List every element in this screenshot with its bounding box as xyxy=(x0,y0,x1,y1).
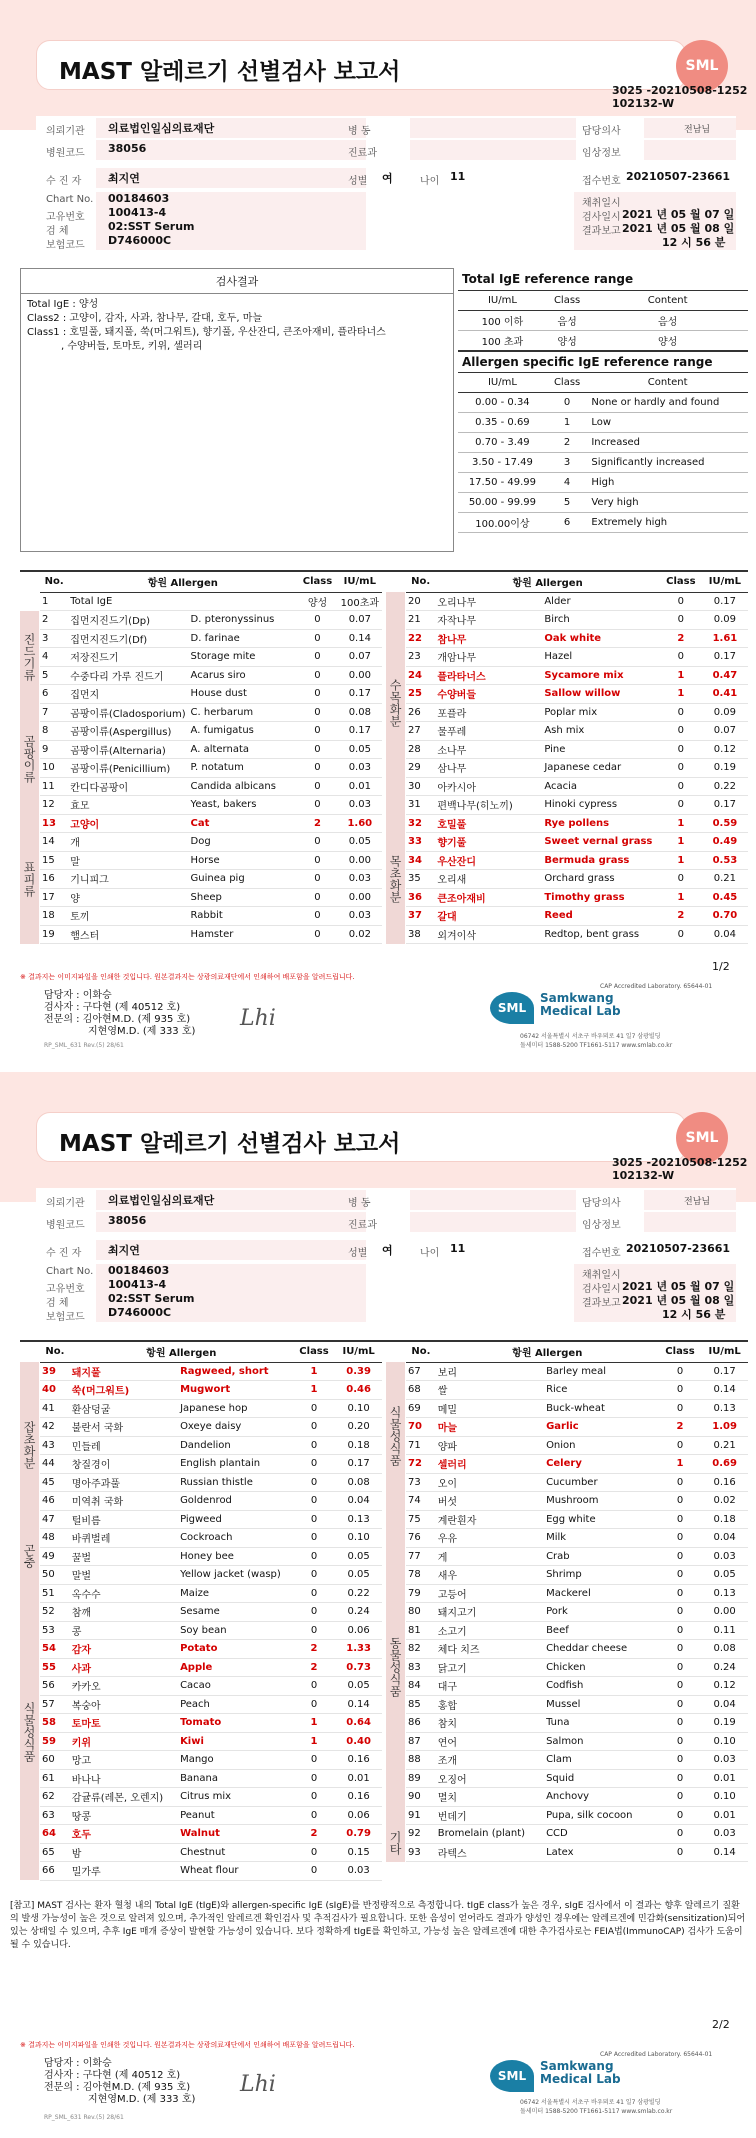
allergen-row: 47 털비름 Pigweed 0 0.13 xyxy=(40,1510,382,1529)
allergen-row: 36 큰조아재비 Timothy grass 1 0.45 xyxy=(406,888,748,907)
allergen-row: 82 체다 치즈 Cheddar cheese 0 0.08 xyxy=(406,1640,748,1659)
allergen-row: 20 오리나무 Alder 0 0.17 xyxy=(406,592,748,611)
allergen-row: 62 감귤류(레몬, 오렌지) Citrus mix 0 0.16 xyxy=(40,1788,382,1807)
allergen-row: 88 조개 Clam 0 0.03 xyxy=(406,1751,748,1770)
allergen-row: 19 햄스터 Hamster 0 0.02 xyxy=(40,925,382,944)
allergen-row: 23 개암나무 Hazel 0 0.17 xyxy=(406,648,748,667)
allergen-row: 57 복숭아 Peach 0 0.14 xyxy=(40,1695,382,1714)
allergen-row: 15 말 Horse 0 0.00 xyxy=(40,851,382,870)
category-label: 표피류 xyxy=(20,814,40,944)
allergen-row: 14 개 Dog 0 0.05 xyxy=(40,833,382,852)
allergen-row: 29 삼나무 Japanese cedar 0 0.19 xyxy=(406,759,748,778)
page-number: 2/2 xyxy=(712,2018,730,2031)
allergen-row: 24 플라타너스 Sycamore mix 1 0.47 xyxy=(406,666,748,685)
allergen-row: 30 아카시아 Acacia 0 0.22 xyxy=(406,777,748,796)
allergen-row: 72 셀러리 Celery 1 0.69 xyxy=(406,1455,748,1474)
allergen-row: 77 게 Crab 0 0.03 xyxy=(406,1547,748,1566)
sml-company-logo-icon: SML xyxy=(490,2060,534,2092)
allergen-row: 35 오리새 Orchard grass 0 0.21 xyxy=(406,870,748,889)
report-number: 3025 -20210508-1252 102132-W xyxy=(612,1156,748,1182)
category-label: 목초화분 xyxy=(386,814,406,944)
reference-row: 17.50 - 49.99 4 High xyxy=(458,473,748,493)
category-label: 곰팡이류 xyxy=(20,703,40,814)
institution: 의료법인일심의료재단 xyxy=(108,122,215,135)
allergen-row: 4 저장진드기 Storage mite 0 0.07 xyxy=(40,648,382,667)
allergen-row: 61 바나나 Banana 0 0.01 xyxy=(40,1769,382,1788)
title-box xyxy=(36,40,686,90)
allergen-row: 13 고양이 Cat 2 1.60 xyxy=(40,814,382,833)
allergen-row: 85 홍합 Mussel 0 0.04 xyxy=(406,1695,748,1714)
allergen-table-page1: No. 항원 Allergen Class IU/mL 1 Total IgE 양성 100초과 2 집먼지진드기(Dp) D. pteronyssinus 0 0.07 3 집먼지진드기(Df) D. farinae 0 0.14 4 저장진드기 Storage mite 0 0.07 5 수중다리 가루 진드기 Acarus siro 0 0.00 6 집먼지 House dust 0 0.17 7 곰팡이류(Cladosporium) C. herbarum 0 0.08 8 곰팡이류(Aspergillus) A. fumigatus 0 0.17 9 곰팡이류(Alternaria) A. alternata 0 0.05 10 곰팡이류(Penicillium) P. notatum 0 0.03 11 칸디다곰팡이 Candida albicans 0 0.01 12 효모 Yeast, bakers 0 0.03 13 고양이 Cat 2 1.60 14 개 Dog 0 0.05 15 말 Horse 0 0.00 16 기니피그 Guinea pig 0 0.03 17 양 Sheep 0 0.00 18 토끼 Rabbit 0 0.03 19 햄스터 Hamster 0 0.02 진드기류 곰팡이류 표피류 No. 항원 Allergen Class IU/mL 20 오리나무 Alder 0 0.17 21 자작나무 Birch 0 0.09 22 참나무 Oak white 2 1.61 23 개암나무 Hazel 0 0.17 24 플라타너스 Sycamore mix 1 0.47 25 수양버들 Sallow willow 1 0.41 26 포플라 Poplar mix 0 0.09 27 물푸레 Ash mix 0 0.07 28 소나무 Pine 0 0.12 29 삼나무 Japanese cedar 0 0.19 30 아카시아 Acacia 0 0.22 31 편백나무(히노끼) Hinoki cypress 0 0.17 32 호밀풀 Rye pollens 1 0.59 33 향기풀 Sweet vernal grass 1 0.49 34 우산잔디 Bermuda grass 1 0.53 35 오리새 Orchard grass 0 0.21 36 큰조아재비 Timothy grass 1 0.45 37 갈대 Reed 2 0.70 38 외겨이삭 Redtop, bent grass 0 0.04 수목화분 목초화분 xyxy=(20,570,748,942)
allergen-row: 52 참깨 Sesame 0 0.24 xyxy=(40,1603,382,1622)
allergen-row: 80 돼지고기 Pork 0 0.00 xyxy=(406,1603,748,1622)
allergen-row: 56 카카오 Cacao 0 0.05 xyxy=(40,1677,382,1696)
allergen-row: 65 밤 Chestnut 0 0.15 xyxy=(40,1843,382,1862)
allergen-row: 75 계란흰자 Egg white 0 0.18 xyxy=(406,1510,748,1529)
allergen-row: 55 사과 Apple 2 0.73 xyxy=(40,1658,382,1677)
allergen-row: 33 향기풀 Sweet vernal grass 1 0.49 xyxy=(406,833,748,852)
sml-logo-icon: SML xyxy=(676,1112,728,1164)
patient-name: 최지연 xyxy=(108,172,140,185)
title-box xyxy=(36,1112,686,1162)
allergen-row: 84 대구 Codfish 0 0.12 xyxy=(406,1677,748,1696)
category-label: 진드기류 xyxy=(20,611,40,704)
signature: Lhi xyxy=(240,1006,276,1031)
allergen-row: 8 곰팡이류(Aspergillus) A. fumigatus 0 0.17 xyxy=(40,722,382,741)
allergen-row: 69 메밀 Buck-wheat 0 0.13 xyxy=(406,1399,748,1418)
report-title: MAST 알레르기 선별검사 보고서 xyxy=(59,1131,401,1157)
allergen-row: 25 수양버들 Sallow willow 1 0.41 xyxy=(406,685,748,704)
category-label: 동물성식품 xyxy=(386,1510,406,1825)
category-label: 잡초화분 xyxy=(20,1362,40,1529)
allergen-row: 66 밀가루 Wheat flour 0 0.03 xyxy=(40,1862,382,1881)
allergen-row: 51 옥수수 Maize 0 0.22 xyxy=(40,1584,382,1603)
page-number: 1/2 xyxy=(712,960,730,973)
header-band xyxy=(0,1072,756,1202)
allergen-row: 22 참나무 Oak white 2 1.61 xyxy=(406,629,748,648)
allergen-row: 26 포플라 Poplar mix 0 0.09 xyxy=(406,703,748,722)
reference-note: [참고] MAST 검사는 환자 혈청 내의 Total IgE (tIgE)와 allergen-specific IgE (sIgE)를 반정량적으로 측정합니다. tIgE class가 높은 경우, sIgE 검사에서 이 결과는 향후 알레르기 질환의 발생 가능성이 높은 것으로 알려져 있으며, 추가적인 알레르겐 확인검사 및 추적검사가 필요합니다. 또한 음성이 얻어라도 결과가 양성인 경우에는 알레르겐에 민감화(sensitization)되어 있는 상태일 수 있으며, 추후 IgE 매개 증상이 발현할 가능성이 있습니다. 보다 정확하게 tIgE를 확인하고, 가능성 높은 알레르겐에 대한 추가검사로는 FEIA법(ImmunoCAP) 검사가 도움이 될 수 있습니다. xyxy=(10,1901,746,1950)
allergen-row: 46 미역취 국화 Goldenrod 0 0.04 xyxy=(40,1492,382,1511)
allergen-row: 41 환삼덩굴 Japanese hop 0 0.10 xyxy=(40,1399,382,1418)
allergen-row: 28 소나무 Pine 0 0.12 xyxy=(406,740,748,759)
allergen-row: 21 자작나무 Birch 0 0.09 xyxy=(406,611,748,630)
allergen-row: 93 라텍스 Latex 0 0.14 xyxy=(406,1843,748,1862)
allergen-row: 11 칸디다곰팡이 Candida albicans 0 0.01 xyxy=(40,777,382,796)
reference-row: 0.35 - 0.69 1 Low xyxy=(458,413,748,433)
reference-row: 50.00 - 99.99 5 Very high xyxy=(458,493,748,513)
allergen-row: 38 외겨이삭 Redtop, bent grass 0 0.04 xyxy=(406,925,748,944)
allergen-row: 87 연어 Salmon 0 0.10 xyxy=(406,1732,748,1751)
allergen-row: 63 땅콩 Peanut 0 0.06 xyxy=(40,1806,382,1825)
allergen-row: 73 오이 Cucumber 0 0.16 xyxy=(406,1473,748,1492)
allergen-row: 34 우산잔디 Bermuda grass 1 0.53 xyxy=(406,851,748,870)
allergen-row: 54 감자 Potato 2 1.33 xyxy=(40,1640,382,1659)
header-band xyxy=(0,0,756,130)
patient-info: 의뢰기관 의료법인일심의료재단 병 동 담당의사 전남님 병원코드 38056 진료과 임상정보 수 진 자 최지연 성별 여 나이 11 접수번호 20210507-23661 Chart No. 00184603 고유번호 100413-4 검 체 02:SST Serum 보험코드 D746000C 채취일시 검사일시 2021 년 05 월 07 일 결과보고 2021 년 05 월 08 일 12 시 56 분 xyxy=(36,116,736,250)
allergen-row: 10 곰팡이류(Penicillium) P. notatum 0 0.03 xyxy=(40,759,382,778)
allergen-row: 3 집먼지진드기(Df) D. farinae 0 0.14 xyxy=(40,629,382,648)
allergen-row: 83 닭고기 Chicken 0 0.24 xyxy=(406,1658,748,1677)
allergen-row: 2 집먼지진드기(Dp) D. pteronyssinus 0 0.07 xyxy=(40,611,382,630)
allergen-row: 5 수중다리 가루 진드기 Acarus siro 0 0.00 xyxy=(40,666,382,685)
allergen-row: 59 키위 Kiwi 1 0.40 xyxy=(40,1732,382,1751)
receipt-number: 20210507-23661 xyxy=(626,170,731,183)
allergen-table-page2: No. 항원 Allergen Class IU/mL 39 돼지풀 Ragweed, short 1 0.39 40 쑥(머그워트) Mugwort 1 0.46 41 환삼덩굴 Japanese hop 0 0.10 42 불란서 국화 Oxeye daisy 0 0.20 43 민들레 Dandelion 0 0.18 44 창질경이 English plantain 0 0.17 45 명아주과풀 Russian thistle 0 0.08 46 미역취 국화 Goldenrod 0 0.04 47 털비름 Pigweed 0 0.13 48 바퀴벌레 Cockroach 0 0.10 49 꿀벌 Honey bee 0 0.05 50 말벌 Yellow jacket (wasp) 0 0.05 51 옥수수 Maize 0 0.22 52 참깨 Sesame 0 0.24 53 콩 Soy bean 0 0.06 54 감자 Potato 2 1.33 55 사과 Apple 2 0.73 56 카카오 Cacao 0 0.05 57 복숭아 Peach 0 0.14 58 토마토 Tomato 1 0.64 59 키위 Kiwi 1 0.40 60 망고 Mango 0 0.16 61 바나나 Banana 0 0.01 62 감귤류(레몬, 오렌지) Citrus mix 0 0.16 63 땅콩 Peanut 0 0.06 64 호두 Walnut 2 0.79 65 밤 Chestnut 0 0.15 66 밀가루 Wheat flour 0 0.03 잡초화분 곤충 식물성식품 No. 항원 Allergen Class IU/mL 67 보리 Barley meal 0 0.17 68 쌀 Rice 0 0.14 69 메밀 Buck-wheat 0 0.13 70 마늘 Garlic 2 1.09 71 양파 Onion 0 0.21 72 셀러리 Celery 1 0.69 73 오이 Cucumber 0 0.16 74 버섯 Mushroom 0 0.02 75 계란흰자 Egg white 0 0.18 76 우유 Milk 0 0.04 77 게 Crab 0 0.03 78 새우 Shrimp 0 0.05 79 고등어 Mackerel 0 0.13 80 돼지고기 Pork 0 0.00 81 소고기 Beef 0 0.11 82 체다 치즈 Cheddar cheese 0 0.08 83 닭고기 Chicken 0 0.24 84 대구 Codfish 0 0.12 85 홍합 Mussel 0 0.04 86 참치 Tuna 0 0.19 87 연어 Salmon 0 0.10 88 조개 Clam 0 0.03 89 오징어 Squid 0 0.01 90 멸치 Anchovy 0 0.10 91 번데기 Pupa, silk cocoon 0 0.01 92 Bromelain (plant) CCD 0 0.03 93 라텍스 Latex 0 0.14 식물성식품 동물성식품 기타 xyxy=(20,1340,748,1884)
sml-company-logo-icon: SML xyxy=(490,992,534,1024)
result-summary: 검사결과 Total IgE : 양성 Class2 : 고양이, 감자, 사과, 참나무, 갈대, 호두, 마늘 Class1 : 호밀풀, 돼지풀, 쑥(머그워트), 향기풀, 우산잔디, 큰조아재비, 플라타너스 , 수양버들, 토마토, 키위, 셀러리 xyxy=(20,268,454,552)
allergen-row: 27 물푸레 Ash mix 0 0.07 xyxy=(406,722,748,741)
allergen-row: 32 호밀풀 Rye pollens 1 0.59 xyxy=(406,814,748,833)
allergen-row: 49 꿀벌 Honey bee 0 0.05 xyxy=(40,1547,382,1566)
allergen-row: 18 토끼 Rabbit 0 0.03 xyxy=(40,907,382,926)
reference-row: 3.50 - 17.49 3 Significantly increased xyxy=(458,453,748,473)
report-page-2: MAST 알레르기 선별검사 보고서 SML 3025 -20210508-1252 102132-W 의뢰기관 의료법인일심의료재단 병 동 담당의사 전남님 병원코드 38056 진료과 임상정보 수 진 자 최지연 성별 여 나이 11 접수번호 20210507-23661 Chart No. 00184603 고유번호 100413-4 검 체 02:SST Serum 보험코드 D746000C 채취일시 검사일시 2021 년 05 월 07 일 결과보고 2021 년 05 월 08 일 12 시 56 분 No. 항원 Allergen Class IU/mL 39 돼지풀 Ragweed, short 1 0.39 40 쑥(머그워트) Mugwort 1 0.46 41 환삼덩굴 Japanese hop 0 0.10 42 불란서 국화 Oxeye daisy 0 0.20 43 민들레 Dandelion 0 0.18 44 창질경이 English plantain 0 0.17 45 명아주과풀 Russian thistle 0 0.08 46 미역취 국화 Goldenrod 0 0.04 47 털비름 Pigweed 0 0.13 48 바퀴벌레 Cockroach 0 0.10 49 꿀벌 Honey bee 0 0.05 50 말벌 Yellow jacket (wasp) 0 0.05 51 옥수수 Maize 0 0.22 52 참깨 Sesame 0 0.24 53 콩 Soy bean 0 0.06 54 감자 Potato 2 1.33 55 사과 Apple 2 0.73 56 카카오 Cacao 0 0.05 57 복숭아 Peach 0 0.14 58 토마토 Tomato 1 0.64 59 키위 Kiwi 1 0.40 60 망고 Mango 0 0.16 61 바나나 Banana 0 0.01 62 감귤류(레몬, 오렌지) Citrus mix 0 0.16 63 땅콩 Peanut 0 0.06 64 호두 Walnut 2 0.79 65 밤 Chestnut 0 0.15 66 밀가루 Wheat flour 0 0.03 잡초화분 곤충 식물성식품 No. 항원 Allergen Class IU/mL 67 보리 Barley meal 0 0.17 68 쌀 Rice 0 0.14 69 메밀 Buck-wheat 0 0.13 70 마늘 Garlic 2 1.09 71 양파 Onion 0 0.21 72 셀러리 Celery 1 0.69 73 오이 Cucumber 0 0.16 74 버섯 Mushroom 0 0.02 75 계란흰자 Egg white 0 0.18 76 우유 Milk 0 0.04 77 게 Crab 0 0.03 78 새우 Shrimp 0 0.05 79 고등어 Mackerel 0 0.13 80 돼지고기 Pork 0 0.00 81 소고기 Beef 0 0.11 82 체다 치즈 Cheddar cheese 0 0.08 83 닭고기 Chicken 0 0.24 84 대구 Codfish 0 0.12 85 홍합 Mussel 0 0.04 86 참치 Tuna 0 0.19 87 연어 Salmon 0 0.10 88 조개 Clam 0 0.03 89 오징어 Squid 0 0.01 90 멸치 Anchovy 0 0.10 91 번데기 Pupa, silk cocoon 0 0.01 92 Bromelain (plant) CCD 0 0.03 93 라텍스 Latex 0 0.14 식물성식품 동물성식품 기타 [참고] MAST 검사는 환자 혈청 내의 Total IgE (tIgE)와 allergen-specific IgE (sIgE)를 반정량적으로 측정합니다. tIgE class가 높은 경우, sIgE 검사에서 이 결과는 향후 알레르기 질환의 발생 가능성이 높은 것으로 알려져 있으며, 추가적인 알레르겐 확인검사 및 추적검사가 필요합니다. 또한 음성이 얻어라도 결과가 양성인 경우에는 알레르겐에 민감화(sensitization)되어 있는 상태일 수 있으며, 추후 IgE 매개 증상이 발현할 가능성이 있습니다. 보다 정확하게 tIgE를 확인하고, 가능성 높은 알레르겐에 대한 추가검사로는 FEIA법(ImmunoCAP) 검사가 도움이 될 수 있습니다. 2/2 ※ 결과지는 이미지파일을 인쇄한 것입니다. 원본결과지는 상광의료재단에서 인쇄하여 배포함을 알려드립니다. CAP Accredited Laboratory. 65644-01 담당자 : 이화승 검사자 : 구다현 (제 40512 호) 전문의 : 김아현M.D. (제 935 호) 지현영M.D. (제 333 호) Lhi SML Samkwang Medical Lab 06742 서울특별시 서초구 바우뫼로 41 일7 삼광빌딩 돌세미터 1588-5200 TF1661-5117 www.smlab.co.kr RP_SML_631 Rev.(5) 28/61 xyxy=(0,1072,756,2132)
hospital-code: 38056 xyxy=(108,142,147,155)
allergen-row: 78 새우 Shrimp 0 0.05 xyxy=(406,1566,748,1585)
patient-info: 의뢰기관 의료법인일심의료재단 병 동 담당의사 전남님 병원코드 38056 진료과 임상정보 수 진 자 최지연 성별 여 나이 11 접수번호 20210507-23661 Chart No. 00184603 고유번호 100413-4 검 체 02:SST Serum 보험코드 D746000C 채취일시 검사일시 2021 년 05 월 07 일 결과보고 2021 년 05 월 08 일 12 시 56 분 xyxy=(36,1188,736,1322)
allergen-row: 92 Bromelain (plant) CCD 0 0.03 xyxy=(406,1825,748,1844)
reference-row: 0.70 - 3.49 2 Increased xyxy=(458,433,748,453)
sml-logo-icon: SML xyxy=(676,40,728,92)
allergen-row: 7 곰팡이류(Cladosporium) C. herbarum 0 0.08 xyxy=(40,703,382,722)
allergen-row: 74 버섯 Mushroom 0 0.02 xyxy=(406,1492,748,1511)
signature: Lhi xyxy=(240,2072,276,2097)
allergen-row: 91 번데기 Pupa, silk cocoon 0 0.01 xyxy=(406,1806,748,1825)
allergen-row: 71 양파 Onion 0 0.21 xyxy=(406,1436,748,1455)
report-page-1: MAST 알레르기 선별검사 보고서 SML 3025 -20210508-1252 102132-W 의뢰기관 의료법인일심의료재단 병 동 담당의사 전남님 병원코드 38056 진료과 임상정보 수 진 자 최지연 성별 여 나이 11 접수번호 20210507-23661 Chart No. 00184603 고유번호 100413-4 검 체 02:SST Serum 보험코드 D746000C 채취일시 검사일시 2021 년 05 월 07 일 결과보고 2021 년 05 월 08 일 12 시 56 분 검사결과 Total IgE : 양성 Class2 : 고양이, 감자, 사과, 참나무, 갈대, 호두, 마늘 Class1 : 호밀풀, 돼지풀, 쑥(머그워트), 향기풀, 우산잔디, 큰조아재비, 플라타너스 , 수양버들, 토마토, 키위, 셀러리 Total IgE reference range IU/mL Class Content 100 이하 음성 음성 100 초과 양성 양성 Allergen specific IgE reference range IU/mL Class Content 0.00 - 0.34 0 None or hardly and found 0.35 - 0.69 1 Low 0.70 - 3.49 2 Increased 3.50 - 17.49 3 Significantly increased 17.50 - 49.99 4 High 50.00 - 99.99 5 Very high 100.00이상 6 Extremely high No. 항원 Allergen Class IU/mL 1 Total IgE 양성 100초과 2 집먼지진드기(Dp) D. pteronyssinus 0 0.07 3 집먼지진드기(Df) D. farinae 0 0.14 4 저장진드기 Storage mite 0 0.07 5 수중다리 가루 진드기 Acarus siro 0 0.00 6 집먼지 House dust 0 0.17 7 곰팡이류(Cladosporium) C. herbarum 0 0.08 8 곰팡이류(Aspergillus) A. fumigatus 0 0.17 9 곰팡이류(Alternaria) A. alternata 0 0.05 10 곰팡이류(Penicillium) P. notatum 0 0.03 11 칸디다곰팡이 Candida albicans 0 0.01 12 효모 Yeast, bakers 0 0.03 13 고양이 Cat 2 1.60 14 개 Dog 0 0.05 15 말 Horse 0 0.00 16 기니피그 Guinea pig 0 0.03 17 양 Sheep 0 0.00 18 토끼 Rabbit 0 0.03 19 햄스터 Hamster 0 0.02 진드기류 곰팡이류 표피류 No. 항원 Allergen Class IU/mL 20 오리나무 Alder 0 0.17 21 자작나무 Birch 0 0.09 22 참나무 Oak white 2 1.61 23 개암나무 Hazel 0 0.17 24 플라타너스 Sycamore mix 1 0.47 25 수양버들 Sallow willow 1 0.41 26 포플라 Poplar mix 0 0.09 27 물푸레 Ash mix 0 0.07 28 소나무 Pine 0 0.12 29 삼나무 Japanese cedar 0 0.19 30 아카시아 Acacia 0 0.22 31 편백나무(히노끼) Hinoki cypress 0 0.17 32 호밀풀 Rye pollens 1 0.59 33 향기풀 Sweet vernal grass 1 0.49 34 우산잔디 Bermuda grass 1 0.53 35 오리새 Orchard grass 0 0.21 36 큰조아재비 Timothy grass 1 0.45 37 갈대 Reed 2 0.70 38 외겨이삭 Redtop, bent grass 0 0.04 수목화분 목초화분 ※ 결과지는 이미지파일을 인쇄한 것입니다. 원본결과지는 상광의료재단에서 인쇄하여 배포함을 알려드립니다. 1/2 CAP Accredited Laboratory. 65644-01 담당자 : 이화승 검사자 : 구다현 (제 40512 호) 전문의 : 김아현M.D. (제 935 호) 지현영M.D. (제 333 호) Lhi SML Samkwang Medical Lab 06742 서울특별시 서초구 바우뫼로 41 일7 삼광빌딩 돌세미터 1588-5200 TF1661-5117 www.smlab.co.kr RP_SML_631 Rev.(5) 28/61 xyxy=(0,0,756,1060)
allergen-row: 81 소고기 Beef 0 0.11 xyxy=(406,1621,748,1640)
reference-row: 100.00이상 6 Extremely high xyxy=(458,513,748,533)
allergen-row: 17 양 Sheep 0 0.00 xyxy=(40,888,382,907)
allergen-row: 53 콩 Soy bean 0 0.06 xyxy=(40,1621,382,1640)
allergen-row: 6 집먼지 House dust 0 0.17 xyxy=(40,685,382,704)
report-title: MAST 알레르기 선별검사 보고서 xyxy=(59,59,401,85)
allergen-row: 39 돼지풀 Ragweed, short 1 0.39 xyxy=(40,1362,382,1381)
allergen-row: 68 쌀 Rice 0 0.14 xyxy=(406,1381,748,1400)
allergen-row: 79 고등어 Mackerel 0 0.13 xyxy=(406,1584,748,1603)
category-label: 기타 xyxy=(386,1825,406,1862)
category-label: 수목화분 xyxy=(386,592,406,814)
allergen-row: 58 토마토 Tomato 1 0.64 xyxy=(40,1714,382,1733)
allergen-row: 42 불란서 국화 Oxeye daisy 0 0.20 xyxy=(40,1418,382,1437)
reference-row: 0.00 - 0.34 0 None or hardly and found xyxy=(458,393,748,413)
reference-ranges: Total IgE reference range IU/mL Class Content 100 이하 음성 음성 100 초과 양성 양성 Allergen specific IgE reference range IU/mL Class Content 0.00 - 0.34 0 None or hardly and found 0.35 - 0.69 1 Low 0.70 - 3.49 2 Increased 3.50 - 17.49 3 Significantly increased 17.50 - 49.99 4 High 50.00 - 99.99 5 Very high 100.00이상 6 Extremely high xyxy=(458,268,748,533)
allergen-row: 67 보리 Barley meal 0 0.17 xyxy=(406,1362,748,1381)
allergen-row: 60 망고 Mango 0 0.16 xyxy=(40,1751,382,1770)
allergen-row: 40 쑥(머그워트) Mugwort 1 0.46 xyxy=(40,1381,382,1400)
category-label: 곤충 xyxy=(20,1529,40,1585)
allergen-row: 16 기니피그 Guinea pig 0 0.03 xyxy=(40,870,382,889)
category-label: 식물성식품 xyxy=(386,1362,406,1510)
allergen-row: 43 민들레 Dandelion 0 0.18 xyxy=(40,1436,382,1455)
allergen-row: 45 명아주과풀 Russian thistle 0 0.08 xyxy=(40,1473,382,1492)
allergen-row: 70 마늘 Garlic 2 1.09 xyxy=(406,1418,748,1437)
allergen-row: 9 곰팡이류(Alternaria) A. alternata 0 0.05 xyxy=(40,740,382,759)
allergen-row: 50 말벌 Yellow jacket (wasp) 0 0.05 xyxy=(40,1566,382,1585)
allergen-row: 64 호두 Walnut 2 0.79 xyxy=(40,1825,382,1844)
allergen-row: 90 멸치 Anchovy 0 0.10 xyxy=(406,1788,748,1807)
allergen-row: 31 편백나무(히노끼) Hinoki cypress 0 0.17 xyxy=(406,796,748,815)
allergen-row: 1 Total IgE 양성 100초과 xyxy=(40,592,382,611)
allergen-row: 12 효모 Yeast, bakers 0 0.03 xyxy=(40,796,382,815)
allergen-row: 76 우유 Milk 0 0.04 xyxy=(406,1529,748,1548)
summary-header: 검사결과 xyxy=(21,269,453,294)
category-label: 식물성식품 xyxy=(20,1584,40,1880)
allergen-row: 44 창질경이 English plantain 0 0.17 xyxy=(40,1455,382,1474)
allergen-row: 86 참치 Tuna 0 0.19 xyxy=(406,1714,748,1733)
allergen-row: 89 오징어 Squid 0 0.01 xyxy=(406,1769,748,1788)
allergen-row: 48 바퀴벌레 Cockroach 0 0.10 xyxy=(40,1529,382,1548)
report-number: 3025 -20210508-1252 102132-W xyxy=(612,84,748,110)
allergen-row: 37 갈대 Reed 2 0.70 xyxy=(406,907,748,926)
